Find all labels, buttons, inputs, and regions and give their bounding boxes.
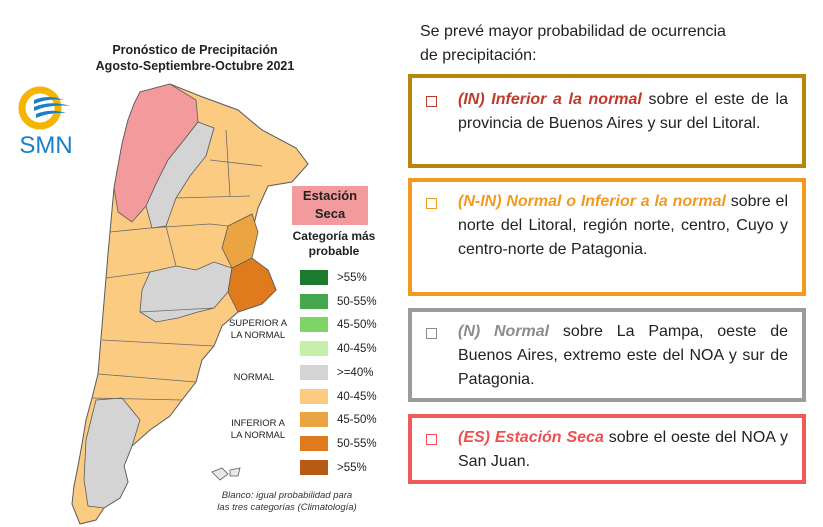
map-title-line1: Pronóstico de Precipitación [112, 43, 278, 57]
smn-logo [14, 84, 78, 160]
legend-swatch [300, 389, 328, 404]
forecast-box-description: sobre el norte del Litoral, región norte, centro, Cuyo y centro-norte de Patagonia. [458, 193, 788, 258]
legend-label: >55% [337, 272, 367, 284]
legend-group-superior-line2: LA NORMAL [230, 330, 286, 341]
forecast-box-description: sobre La Pampa, oeste de Buenos Aires, extremo este del NOA y sur de Patagonia. [458, 323, 789, 388]
forecast-box-description: sobre el este de la provincia de Buenos Aires y sur del Litoral. [458, 91, 789, 132]
forecast-box-term: (N) Normal [458, 323, 550, 340]
legend-label: 45-50% [337, 414, 377, 427]
legend-swatch [300, 365, 328, 380]
forecast-box-term: (ES) Estación Seca [458, 429, 604, 446]
forecast-box-term: (IN) Inferior a la normal [458, 91, 642, 108]
legend-swatch [300, 341, 328, 356]
intro-line1: Se prevé mayor probabilidad de ocurrencia [420, 23, 726, 40]
legend-swatch [300, 412, 328, 427]
legend-swatch [300, 294, 328, 309]
forecast-map-panel [0, 0, 400, 527]
map-footnote [202, 490, 372, 514]
forecast-box-estacion-seca [408, 414, 806, 484]
map-title [70, 42, 320, 74]
legend-swatch [300, 436, 328, 451]
intro-line2: de precipitación: [420, 47, 537, 64]
checkbox-icon [426, 198, 437, 209]
legend-swatch [300, 460, 328, 475]
legend-label: >=40% [337, 366, 374, 379]
map-title-line2: Agosto-Septiembre-Octubre 2021 [95, 59, 295, 73]
estacion-seca-line1: Estación [302, 188, 358, 203]
map-malvinas [212, 468, 240, 480]
map-region-normal-south [84, 398, 140, 508]
legend-group-superior-line1: SUPERIOR A [228, 318, 288, 329]
legend-label: >55% [337, 461, 367, 474]
forecast-box-description: sobre el oeste del NOA y San Juan. [458, 429, 788, 470]
smn-logo-text: SMN [19, 132, 73, 159]
forecast-box-normal-inferior [408, 178, 806, 296]
legend-label: 50-55% [337, 437, 377, 450]
legend-group-normal: NORMAL [233, 372, 275, 383]
legend-group-superior [222, 318, 294, 342]
intro-text [420, 20, 800, 68]
map-footnote-line2: las tres categorías (Climatología) [217, 502, 357, 513]
legend-label: 40-45% [337, 390, 377, 403]
legend-swatch [300, 270, 328, 285]
estacion-seca-line2: Seca [314, 206, 346, 221]
forecast-box-text [458, 190, 788, 262]
smn-logo-icon [14, 84, 78, 134]
map-footnote-line1: Blanco: igual probabilidad para [221, 490, 353, 501]
forecast-box-text [458, 88, 788, 136]
forecast-box-term: (N-IN) Normal o Inferior a la normal [458, 193, 726, 210]
legend-group-inferior [222, 418, 294, 442]
legend-label: 45-50% [337, 319, 377, 332]
forecast-text-panel [405, 0, 823, 527]
legend-title-line1: Categoría más [292, 229, 376, 243]
legend-group-inferior-line2: LA NORMAL [230, 430, 286, 441]
legend-group-inferior-line1: INFERIOR A [231, 418, 285, 429]
checkbox-icon [426, 96, 437, 107]
estacion-seca-label [292, 186, 368, 225]
checkbox-icon [426, 328, 437, 339]
forecast-box-text [458, 320, 788, 392]
legend-swatch [300, 317, 328, 332]
legend-title [275, 229, 393, 259]
forecast-box-inferior [408, 74, 806, 168]
legend-label: 40-45% [337, 343, 377, 356]
legend-label: 50-55% [337, 295, 377, 308]
legend-title-line2: probable [308, 244, 360, 258]
forecast-box-normal [408, 308, 806, 402]
checkbox-icon [426, 434, 437, 445]
forecast-box-text [458, 426, 788, 474]
